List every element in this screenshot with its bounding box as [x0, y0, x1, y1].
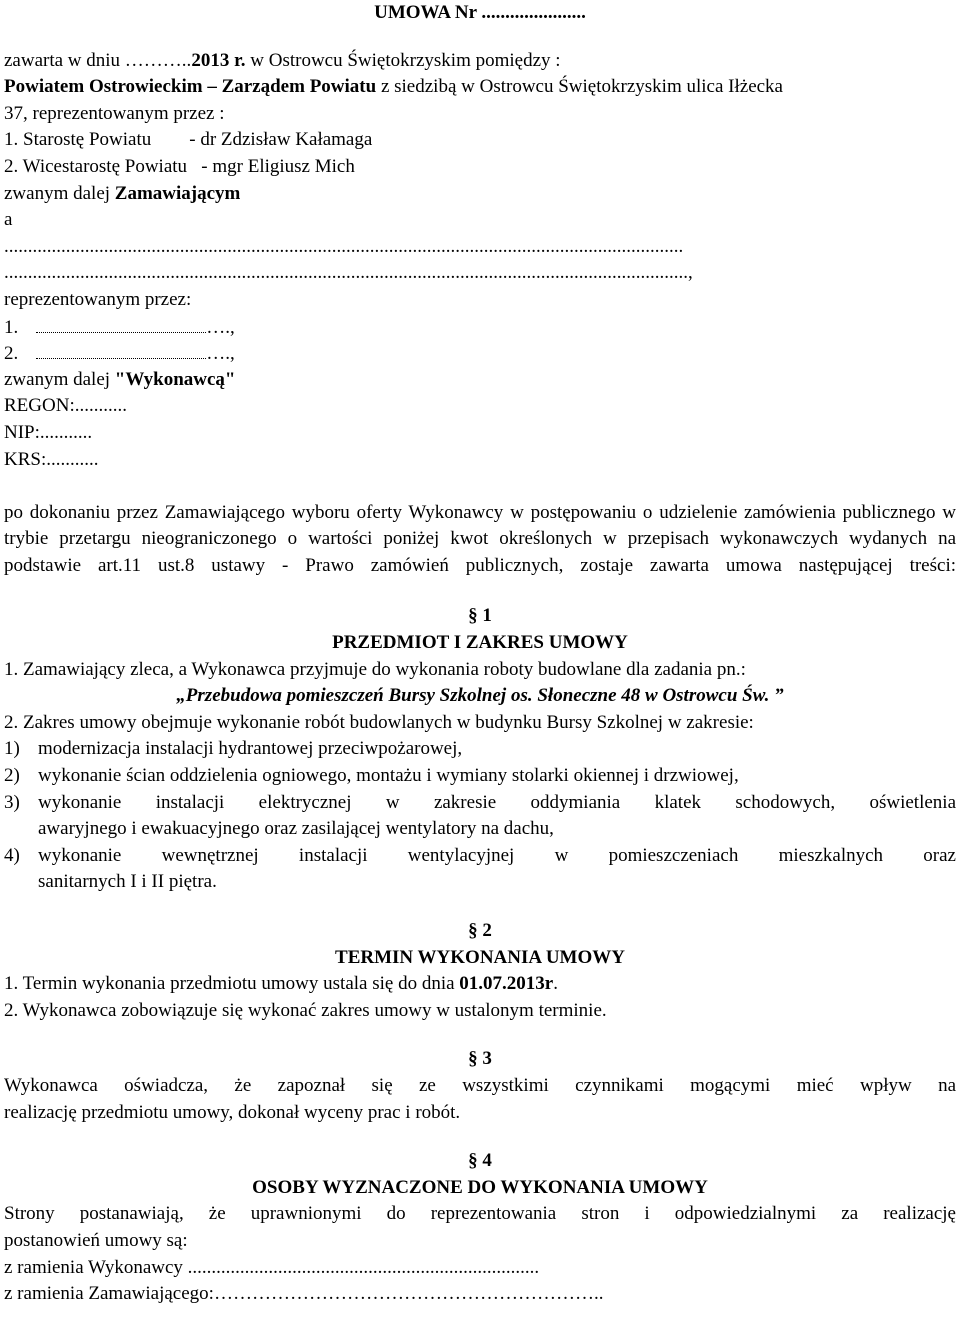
scope-item-text-line2: sanitarnych I i II piętra. [38, 871, 217, 893]
scope-item-text [38, 790, 956, 843]
ordering-party-name: Zamawiającym [114, 182, 241, 204]
rep2-blank [36, 340, 206, 359]
party1-address: z siedzibą w Ostrowcu Świętokrzyskim ulica Iłżecka [376, 76, 783, 98]
contractor-rep-2 [4, 340, 956, 367]
contractor-label [4, 367, 956, 394]
scope-item-text: modernizacja instalacji hydrantowej przeciwpożarowej, [38, 738, 463, 760]
section-3-line-1: Wykonawca oświadcza, że zapoznał się ze wszystkimi czynnikami mogącymi mieć wpływ na [4, 1074, 956, 1096]
date-prefix: zawarta w dniu ……….. [4, 49, 192, 71]
scope-item-number: 1) [4, 738, 20, 760]
term-text: 1. Termin wykonania przedmiotu umowy ustala się do dnia [4, 973, 460, 995]
representative-1: 1. Starostę Powiatu - dr Zdzisław Kałamaga [4, 129, 373, 151]
term-end: . [553, 973, 558, 995]
date-year: 2013 r. [191, 49, 246, 71]
scope-item [4, 736, 956, 763]
krs-field: KRS:........... [4, 448, 99, 470]
contractor-dots-1: ............................................................................................................................................... [4, 235, 684, 257]
scope-item-number: 4) [4, 844, 20, 866]
scope-item [4, 790, 956, 843]
contract-document [4, 0, 956, 1308]
party1-name: Powiatem Ostrowieckim – Zarządem Powiatu [4, 76, 377, 98]
contractor-name: "Wykonawcą" [114, 368, 236, 390]
section-4-title: OSOBY WYZNACZONE DO WYKONANIA UMOWY [252, 1176, 708, 1198]
section-3-symbol: § 3 [468, 1048, 492, 1070]
called-prefix: zwanym dalej [4, 182, 115, 204]
scope-item-number: 2) [4, 765, 20, 787]
section-2-point-1 [4, 971, 956, 998]
ordering-rep-label: z ramienia Zamawiającego: [4, 1283, 214, 1305]
document-title: UMOWA Nr ...................... [374, 2, 586, 23]
date-line [4, 48, 956, 75]
represented-by: reprezentowanym przez: [4, 288, 192, 310]
rep2-number: 2. [4, 343, 19, 365]
contractor-rep-1 [4, 314, 956, 341]
scope-item-text [38, 843, 956, 896]
rep1-number: 1. [4, 316, 19, 338]
section-4-symbol: § 4 [468, 1150, 492, 1172]
conjunction-a: a [4, 209, 13, 231]
ordering-party-label [4, 181, 956, 208]
party1-line2: 37, reprezentowanym przez : [4, 102, 225, 124]
representative-2: 2. Wicestarostę Powiatu - mgr Eligiusz Mich [4, 155, 355, 177]
contractor-prefix: zwanym dalej [4, 368, 115, 390]
contractor-dots-2: ................................................................................................................................................, [4, 262, 693, 284]
contractor-representative-line: z ramienia Wykonawcy .......................................................................... [4, 1256, 540, 1278]
rep2-end: …., [206, 343, 235, 365]
term-date: 01.07.2013r [459, 973, 554, 995]
scope-item-text: wykonanie ścian oddzielenia ogniowego, montażu i wymiany stolarki okiennej i drzwiowej, [38, 765, 739, 787]
scope-item-number: 3) [4, 791, 20, 813]
preamble-paragraph: po dokonaniu przez Zamawiającego wyboru oferty Wykonawcy w postępowaniu o udzielenie zamówienia publicznego w trybie przetargu nieograniczonego o wartości poniżej kwot określonych w przepisach wykonawczych wydanych na podstawie art.11 ust.8 ustawy - Prawo zamówień publicznych, zostaje zawarta umowa następującej treści: [4, 501, 956, 576]
section-2-point-2: 2. Wykonawca zobowiązuje się wykonać zakres umowy w ustalonym terminie. [4, 999, 607, 1021]
section-1-point-2: 2. Zakres umowy obejmuje wykonanie robót budowlanych w budynku Bursy Szkolnej w zakresie: [4, 711, 754, 733]
project-title: „Przebudowa pomieszczeń Bursy Szkolnej os. Słoneczne 48 w Ostrowcu Św. ” [176, 685, 784, 707]
section-3-line-2: realizację przedmiotu umowy, dokonał wyceny prac i robót. [4, 1101, 461, 1123]
scope-item [4, 843, 956, 896]
section-2-symbol: § 2 [468, 920, 492, 941]
section-4-line-1: Strony postanawiają, że uprawnionymi do reprezentowania stron i odpowiedzialnymi za realizację [4, 1203, 956, 1225]
section-2-title: TERMIN WYKONANIA UMOWY [335, 946, 625, 968]
section-1-symbol: § 1 [468, 605, 492, 627]
rep1-end: …., [206, 316, 235, 338]
date-place: w Ostrowcu Świętokrzyskim pomiędzy : [245, 49, 561, 71]
scope-item [4, 763, 956, 790]
nip-field: NIP:........... [4, 421, 93, 443]
ordering-party-representative-line [4, 1281, 956, 1308]
section-1-title: PRZEDMIOT I ZAKRES UMOWY [332, 632, 628, 654]
regon-field: REGON:........... [4, 395, 127, 417]
scope-item-text-line1: wykonanie instalacji elektrycznej w zakresie oddymiania klatek schodowych, oświetlenia [38, 791, 956, 813]
party1-line [4, 74, 956, 101]
ordering-rep-blank: …………………………………………………….. [213, 1283, 604, 1305]
scope-item-text-line1: wykonanie wewnętrznej instalacji wentylacyjnej w pomieszczeniach mieszkalnych oraz [38, 844, 956, 866]
section-4-line-2: postanowień umowy są: [4, 1229, 188, 1251]
section-1-point-1: 1. Zamawiający zleca, a Wykonawca przyjmuje do wykonania roboty budowlane dla zadania pn.: [4, 658, 746, 680]
rep1-blank [36, 314, 206, 333]
scope-item-text-line2: awaryjnego i ewakuacyjnego oraz zasilającej wentylatory na dachu, [38, 818, 554, 840]
